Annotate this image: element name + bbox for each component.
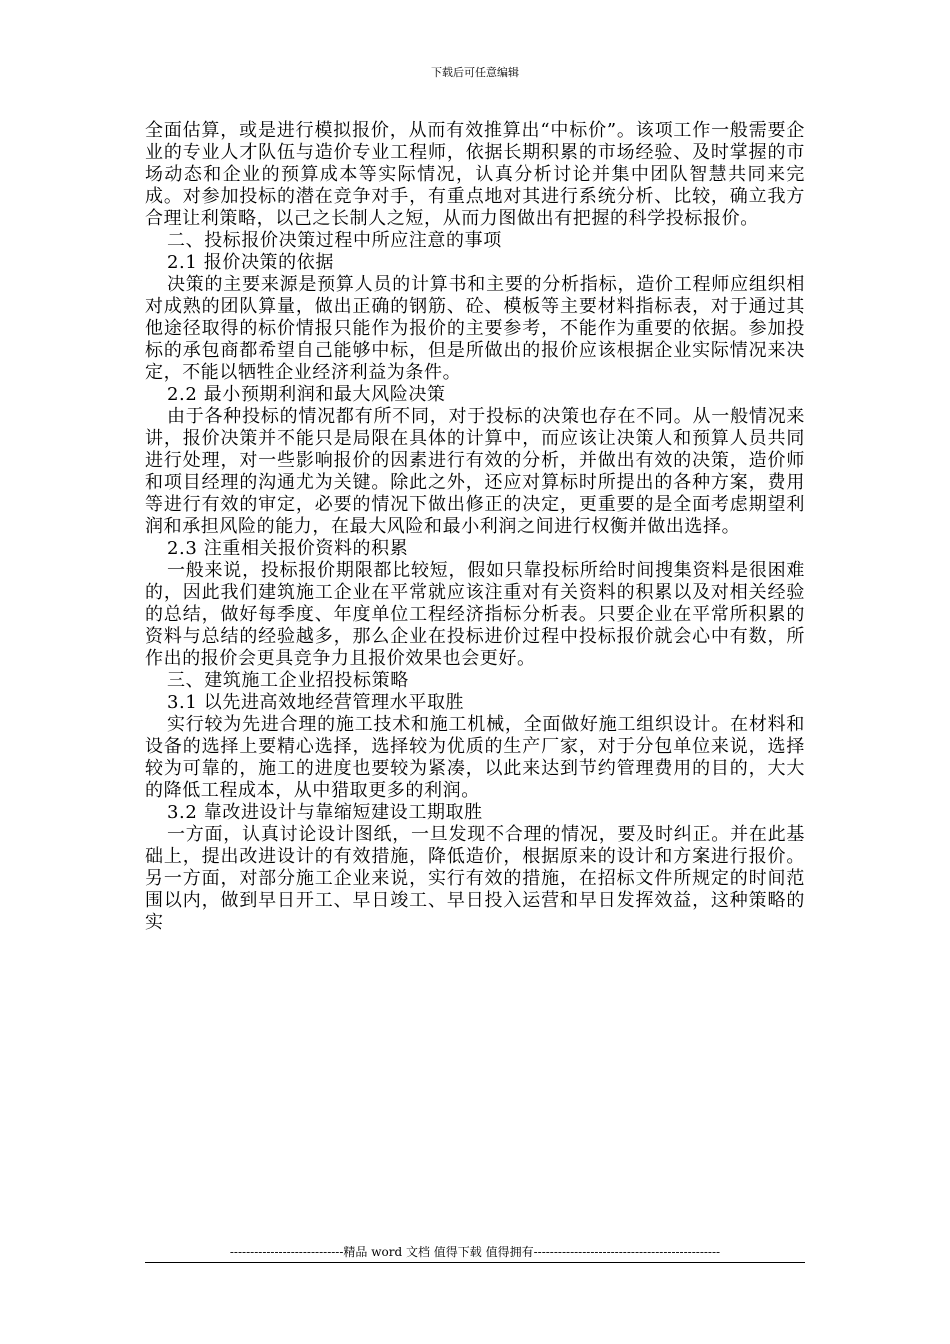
section-heading: 二、投标报价决策过程中所应注意的事项 — [167, 230, 502, 251]
paragraph: 实行较为先进合理的施工技术和施工机械，全面做好施工组织设计。在材料和设备的选择上要精心选择，选择较为优质的生产厂家，对于分包单位来说，选择较为可靠的，施工的进度也要较为紧凑，以此来达到节约管理费用的目的，大大的降低工程成本，从中猎取更多的利润。 — [145, 714, 805, 801]
subsection-heading: 3.2 靠改进设计与靠缩短建设工期取胜 — [167, 802, 483, 823]
paragraph: 由于各种投标的情况都有所不同，对于投标的决策也存在不同。从一般情况来讲，报价决策并不能只是局限在具体的计算中，而应该让决策人和预算人员共同进行处理，对一些影响报价的因素进行有效的分析，并做出有效的决策，造价师和项目经理的沟通尤为关键。除此之外，还应对算标时所提出的各种方案，费用等进行有效的审定，必要的情况下做出修正的决定，更重要的是全面考虑期望利润和承担风险的能力，在最大风险和最小利润之间进行权衡并做出选择。 — [145, 406, 805, 537]
subsection-heading: 2.1 报价决策的依据 — [167, 252, 334, 273]
paragraph: 一方面，认真讨论设计图纸，一旦发现不合理的情况，要及时纠正。并在此基础上，提出改进设计的有效措施，降低造价，根据原来的设计和方案进行报价。另一方面，对部分施工企业来说，实行有效的措施，在招标文件所规定的时间范围以内，做到早日开工、早日竣工、早日投入运营和早日发挥效益，这种策略的实 — [145, 824, 805, 933]
document-body — [145, 120, 805, 934]
paragraph: 决策的主要来源是预算人员的计算书和主要的分析指标，造价工程师应组织相对成熟的团队算量，做出正确的钢筋、砼、模板等主要材料指标表，对于通过其他途径取得的标价情报只能作为报价的主要参考，不能作为重要的依据。参加投标的承包商都希望自己能够中标，但是所做出的报价应该根据企业实际情况来决定，不能以牺牲企业经济利益为条件。 — [145, 274, 805, 383]
subsection-heading: 3.1 以先进高效地经营管理水平取胜 — [167, 692, 465, 713]
page-header: 下载后可任意编辑 — [431, 66, 519, 79]
section-heading: 三、建筑施工企业招投标策略 — [167, 670, 409, 691]
subsection-heading: 2.2 最小预期利润和最大风险决策 — [167, 384, 446, 405]
paragraph: 一般来说，投标报价期限都比较短，假如只靠投标所给时间搜集资料是很困难的，因此我们建筑施工企业在平常就应该注重对有关资料的积累以及对相关经验的总结，做好每季度、年度单位工程经济指标分析表。只要企业在平常所积累的资料与总结的经验越多，那么企业在投标进价过程中投标报价就会心中有数，所作出的报价会更具竞争力且报价效果也会更好。 — [145, 560, 805, 669]
subsection-heading: 2.3 注重相关报价资料的积累 — [167, 538, 409, 559]
footer-divider — [145, 1262, 805, 1263]
paragraph: 全面估算，或是进行模拟报价，从而有效推算出“中标价”。该项工作一般需要企业的专业人才队伍与造价专业工程师，依据长期积累的市场经验、及时掌握的市场动态和企业的预算成本等实际情况，认真分析讨论并集中团队智慧共同来完成。对参加投标的潜在竞争对手，有重点地对其进行系统分析、比较，确立我方合理让利策略，以己之长制人之短，从而力图做出有把握的科学投标报价。 — [145, 120, 805, 229]
page-footer: ----------------------------精品 word 文档 值得下载 值得拥有---------------------------------------------- — [229, 1245, 721, 1259]
